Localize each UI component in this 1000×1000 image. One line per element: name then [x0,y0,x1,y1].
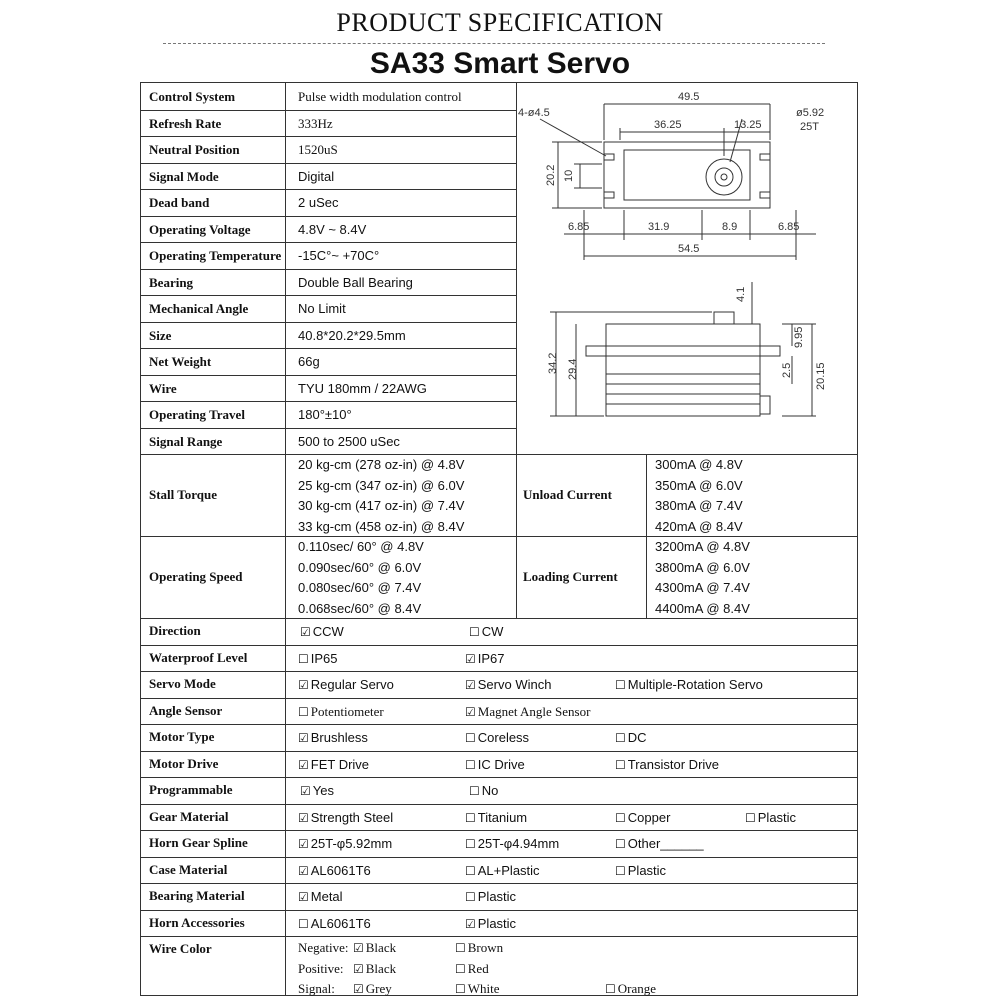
option-item[interactable] [615,810,670,825]
dim-label: 36.25 [654,119,682,131]
table-rule [285,830,286,857]
option-label: Red [467,960,489,976]
option-label: CW [481,624,504,639]
option-item[interactable] [298,889,343,904]
table-rule [141,375,516,376]
spec-value: 1520uS [298,142,338,157]
option-item[interactable] [353,981,392,997]
checked-box-icon[interactable]: ☑ [298,731,309,745]
option-item[interactable] [298,730,368,745]
unchecked-box-icon[interactable]: ☐ [465,890,476,904]
drawing-dimension-labels [518,91,827,390]
spec-table [140,82,858,996]
option-label: Orange [617,981,657,996]
table-rule [141,883,857,884]
option-item[interactable] [615,730,647,745]
unchecked-box-icon[interactable]: ☐ [615,863,626,878]
servo-side-spline [714,312,734,324]
option-item[interactable] [615,836,704,851]
table-rule [141,322,516,323]
option-row-label: Angle Sensor [149,702,223,718]
table-rule [141,454,857,455]
option-label: Copper [627,809,671,825]
option-item[interactable] [745,810,796,825]
option-label: Brushless [310,730,368,745]
block-side-label: Loading Current [523,569,618,584]
option-label: Metal [310,889,343,904]
spec-label: Dead band [149,195,210,210]
spec-value: 2 uSec [298,195,339,210]
table-rule [141,348,516,349]
wire-row-name: Signal: [298,981,335,996]
option-label: FET Drive [310,756,370,772]
option-label: Other______ [627,836,704,851]
spec-label: Signal Mode [149,168,219,184]
spec-value: Digital [298,168,335,184]
spec-label: Mechanical Angle [149,301,249,316]
option-row-label: Bearing Material [149,888,245,903]
spec-value: Pulse width modulation control [298,89,462,104]
option-item[interactable] [465,810,527,825]
option-label: Titanium [477,809,528,825]
option-item[interactable] [353,940,396,956]
option-label: Servo Winch [477,677,552,692]
option-label: DC [627,730,647,745]
unchecked-box-icon[interactable]: ☐ [465,837,476,851]
table-rule [285,724,286,751]
wire-row-name: Positive: [298,960,344,976]
option-item[interactable] [300,783,334,798]
unchecked-box-icon[interactable]: ☐ [298,704,309,719]
option-row-label: Direction [149,623,201,638]
table-rule [285,936,286,995]
option-label: 25T-φ5.92mm [310,836,393,851]
option-label: Multiple-Rotation Servo [627,677,763,692]
unchecked-box-icon[interactable]: ☐ [465,810,476,825]
servo-output-shaft [706,159,742,195]
table-rule [285,618,286,645]
table-rule [141,645,857,646]
option-item[interactable] [469,624,503,639]
option-row-label: Motor Type [149,729,215,744]
table-rule [141,910,857,911]
option-item[interactable] [465,651,505,666]
block-side-value: 300mA @ 4.8V [655,457,743,472]
spec-label: Refresh Rate [149,115,222,131]
table-rule [141,751,857,752]
block-value: 33 kg-cm (458 oz-in) @ 8.4V [298,518,465,534]
dim-label: 9.95 [793,326,805,348]
block-side-value: 4400mA @ 8.4V [655,600,750,616]
page-header-title: PRODUCT SPECIFICATION [336,8,664,37]
option-label: Black [365,960,397,976]
option-row-label: Servo Mode [149,676,216,691]
option-row-label: Motor Drive [149,755,219,771]
table-rule [285,645,286,672]
option-item[interactable] [465,757,525,772]
wire-row-name: Negative: [298,940,349,955]
checked-box-icon[interactable]: ☑ [300,625,311,639]
spec-value: Double Ball Bearing [298,274,413,290]
checked-box-icon[interactable]: ☑ [298,890,309,904]
checked-box-icon[interactable]: ☑ [353,982,364,996]
checked-box-icon[interactable]: ☑ [465,704,476,719]
checked-box-icon[interactable]: ☑ [298,757,309,772]
spec-value: 66g [298,354,320,369]
spec-value: -15C°~ +70C° [298,248,380,263]
option-item[interactable] [298,810,393,825]
unchecked-box-icon[interactable]: ☐ [298,651,309,666]
table-rule [141,830,857,831]
option-label: Grey [365,981,392,996]
option-item[interactable] [465,730,529,745]
dim-label: 8.9 [722,221,738,233]
table-rule [285,698,286,725]
dim-label: 29.4 [567,358,579,380]
block-value: 0.110sec/ 60° @ 4.8V [298,539,424,554]
table-rule [285,671,286,698]
table-rule [141,724,857,725]
option-item[interactable] [465,704,590,720]
option-label: Coreless [477,730,530,745]
checked-box-icon[interactable]: ☑ [353,941,364,955]
unchecked-box-icon[interactable]: ☐ [745,810,756,825]
option-item[interactable] [465,836,559,851]
block-value: 0.090sec/60° @ 6.0V [298,559,422,575]
mounting-slots [604,154,770,198]
dim-label: 20.2 [545,164,557,186]
unchecked-box-icon[interactable]: ☐ [465,863,476,878]
option-item[interactable] [298,836,392,851]
unchecked-box-icon[interactable]: ☐ [469,625,480,639]
table-rule [141,536,857,537]
table-rule [141,163,516,164]
dim-label: ø5.92 [796,107,825,119]
block-side-value: 420mA @ 8.4V [655,518,743,534]
dim-label: 6.85 [778,221,800,233]
option-label: AL6061T6 [310,862,371,878]
spec-label: Net Weight [149,354,212,369]
table-rule [141,936,857,937]
dim-label: 10 [563,169,575,182]
option-item[interactable] [465,889,516,904]
unchecked-box-icon[interactable]: ☐ [615,678,626,692]
option-row-label: Waterproof Level [149,649,248,665]
option-item[interactable] [353,961,396,977]
dim-label: 25T [800,121,819,133]
table-rule [141,401,516,402]
unchecked-box-icon[interactable]: ☐ [469,784,480,798]
option-row-label: Programmable [149,782,233,797]
spec-label: Operating Travel [149,407,245,422]
checked-box-icon[interactable]: ☑ [298,837,309,851]
dim-label: 6.85 [568,221,590,233]
option-item[interactable] [465,916,516,931]
unchecked-box-icon[interactable]: ☐ [455,941,466,955]
spec-value: TYU 180mm / 22AWG [298,380,427,396]
table-rule [646,536,647,618]
option-label: 25T-φ4.94mm [477,836,560,851]
table-rule [141,428,516,429]
option-label: AL6061T6 [310,915,371,931]
spec-label: Wire [149,380,177,396]
option-item[interactable] [615,757,719,772]
option-label: Magnet Angle Sensor [477,703,591,719]
block-value: 30 kg-cm (417 oz-in) @ 7.4V [298,498,465,513]
option-label: CCW [312,624,344,639]
table-rule [141,110,516,111]
block-side-value: 3800mA @ 6.0V [655,559,750,575]
option-item[interactable] [605,981,656,997]
option-label: IP67 [477,650,505,666]
table-rule [141,295,516,296]
spec-label: Operating Voltage [149,221,251,237]
table-rule [285,454,286,536]
model-title: SA33 Smart Servo [369,47,631,80]
header-divider [163,43,825,44]
option-row-label: Horn Accessories [149,914,245,930]
spec-value: 4.8V ~ 8.4V [298,221,367,237]
checked-box-icon[interactable]: ☑ [465,678,476,692]
block-side-value: 350mA @ 6.0V [655,477,743,493]
option-label: No [481,783,499,798]
dim-label: 31.9 [648,221,670,233]
option-label: Strength Steel [310,809,394,825]
option-item[interactable] [615,677,763,692]
table-rule [141,671,857,672]
table-rule [141,189,516,190]
spec-value: 40.8*20.2*29.5mm [298,327,406,343]
unchecked-box-icon[interactable]: ☐ [615,757,626,772]
option-label: Plastic [627,862,667,878]
table-rule [285,751,286,778]
option-item[interactable] [298,757,369,772]
table-rule [285,83,286,454]
table-rule [141,216,516,217]
unchecked-box-icon[interactable]: ☐ [465,757,476,772]
table-rule [516,454,517,536]
checked-box-icon[interactable]: ☑ [298,678,309,692]
wire-color-label: Wire Color [149,941,212,956]
option-label: Regular Servo [310,677,394,692]
option-item[interactable] [465,863,540,878]
technical-drawing [516,84,858,450]
table-rule [285,857,286,884]
block-value: 20 kg-cm (278 oz-in) @ 4.8V [298,457,465,472]
option-item[interactable] [465,677,551,692]
option-label: White [467,981,500,996]
option-label: Plastic [477,889,517,904]
spec-label: Size [149,327,172,343]
option-item[interactable] [298,916,371,931]
spec-label: Bearing [149,274,194,290]
servo-side-outline [606,324,760,416]
unchecked-box-icon[interactable]: ☐ [615,731,626,745]
block-value: 0.080sec/60° @ 7.4V [298,580,422,595]
dim-label: 2.5 [781,362,793,378]
spec-label: Operating Temperature [149,248,282,263]
option-row-label: Case Material [149,861,228,877]
option-item[interactable] [298,704,384,720]
checked-box-icon[interactable]: ☑ [298,863,309,878]
option-label: IC Drive [477,756,525,772]
option-item[interactable] [300,624,344,639]
unchecked-box-icon[interactable]: ☐ [455,961,466,976]
checked-box-icon[interactable]: ☑ [300,784,311,798]
checked-box-icon[interactable]: ☑ [353,961,364,976]
option-item[interactable] [298,863,371,878]
option-label: Black [365,940,397,955]
checked-box-icon[interactable]: ☑ [465,916,476,931]
spec-value: 180°±10° [298,407,352,422]
table-rule [141,857,857,858]
dim-label: 54.5 [678,243,700,255]
option-label: Plastic [757,809,797,825]
spec-label: Control System [149,89,236,104]
table-rule [516,536,517,618]
table-rule [141,698,857,699]
block-side-value: 4300mA @ 7.4V [655,580,750,595]
unchecked-box-icon[interactable]: ☐ [605,982,616,996]
dim-label: 49.5 [678,91,700,103]
table-rule [141,618,857,619]
block-side-label: Unload Current [523,487,612,502]
spec-label: Neutral Position [149,142,240,157]
option-item[interactable] [298,677,394,692]
option-label: Potentiometer [310,703,384,719]
spec-value: 333Hz [298,115,333,131]
checked-box-icon[interactable]: ☑ [465,651,476,666]
unchecked-box-icon[interactable]: ☐ [455,982,466,996]
table-rule [285,910,286,937]
block-value: 25 kg-cm (347 oz-in) @ 6.0V [298,477,465,493]
table-rule [285,804,286,831]
option-label: AL+Plastic [477,862,540,878]
table-rule [141,269,516,270]
table-rule [141,804,857,805]
block-value: 0.068sec/60° @ 8.4V [298,600,422,616]
option-item[interactable] [298,651,338,666]
block-side-value: 3200mA @ 4.8V [655,539,750,554]
option-item[interactable] [455,961,489,977]
option-label: IP65 [310,650,338,666]
table-rule [285,536,286,618]
table-rule [141,777,857,778]
dim-label: 20.15 [815,362,827,390]
option-label: Brown [467,940,504,955]
dim-label: 13.25 [734,119,762,131]
dim-label: 4.1 [735,286,747,302]
table-rule [285,883,286,910]
block-side-value: 380mA @ 7.4V [655,498,743,513]
unchecked-box-icon[interactable]: ☐ [615,837,626,851]
option-item[interactable] [455,981,500,997]
unchecked-box-icon[interactable]: ☐ [298,916,309,931]
option-label: Transistor Drive [627,756,720,772]
unchecked-box-icon[interactable]: ☐ [465,731,476,745]
option-item[interactable] [455,940,503,956]
table-rule [646,454,647,536]
option-item[interactable] [469,783,498,798]
table-rule [141,242,516,243]
unchecked-box-icon[interactable]: ☐ [615,810,626,825]
spec-value: 500 to 2500 uSec [298,433,400,449]
option-row-label: Gear Material [149,808,229,824]
option-item[interactable] [615,863,666,878]
option-row-label: Horn Gear Spline [149,835,248,850]
table-rule [285,777,286,804]
checked-box-icon[interactable]: ☑ [298,810,309,825]
option-label: Yes [312,783,334,798]
servo-side-flange [586,346,780,356]
option-label: Plastic [477,915,517,931]
block-label: Stall Torque [149,487,218,502]
dim-label: 34.2 [547,352,559,374]
block-label: Operating Speed [149,569,243,584]
table-rule [141,136,516,137]
dim-label: 4-ø4.5 [518,107,550,119]
servo-top-outline [604,142,770,208]
spec-label: Signal Range [149,433,223,449]
spec-value: No Limit [298,301,346,316]
